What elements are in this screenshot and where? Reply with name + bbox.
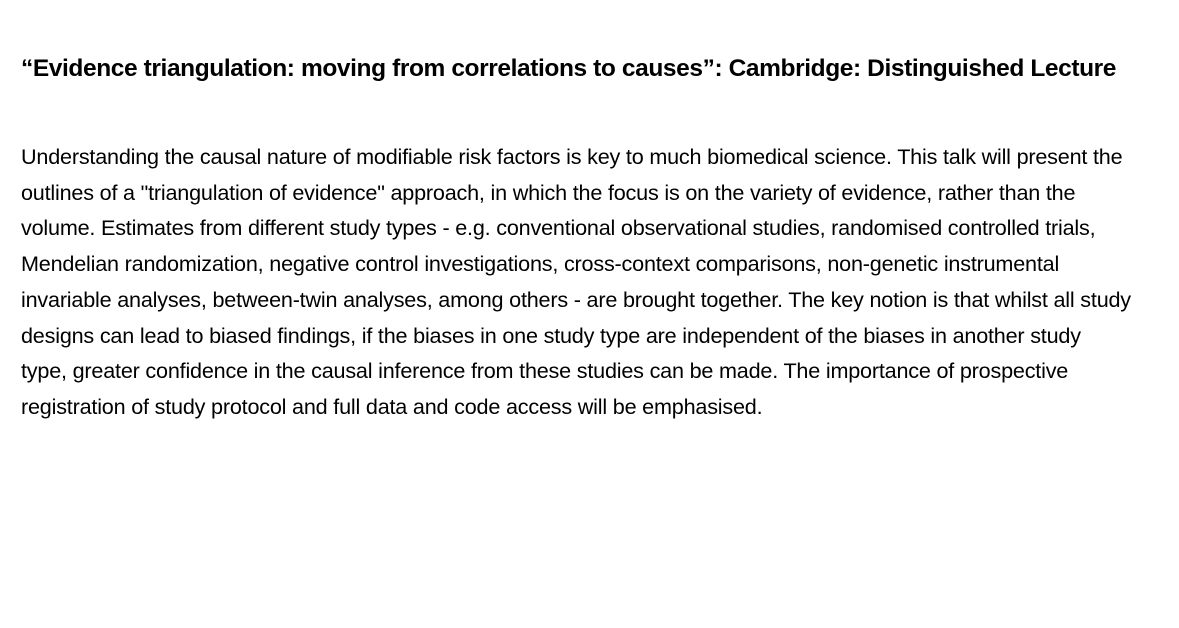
document-title: “Evidence triangulation: moving from correlations to causes”: Cambridge: Distinguished Lecture	[21, 55, 1117, 82]
document-page	[21, 52, 1131, 425]
abstract-paragraph: Understanding the causal nature of modifiable risk factors is key to much biomedical science. This talk will present the outlines of a "triangulation of evidence" approach, in which the focus is on the variety of evidence, rather than the volume. Estimates from different study types - e.g. conventional observational studies, randomised controlled trials, Mendelian randomization, negative control investigations, cross-context comparisons, non-genetic instrumental invariable analyses, between-twin analyses, among others - are brought together. The key notion is that whilst all study designs can lead to biased findings, if the biases in one study type are independent of the biases in another study type, greater confidence in the causal inference from these studies can be made. The importance of prospective registration of study protocol and full data and code access will be emphasised.	[21, 144, 1131, 419]
